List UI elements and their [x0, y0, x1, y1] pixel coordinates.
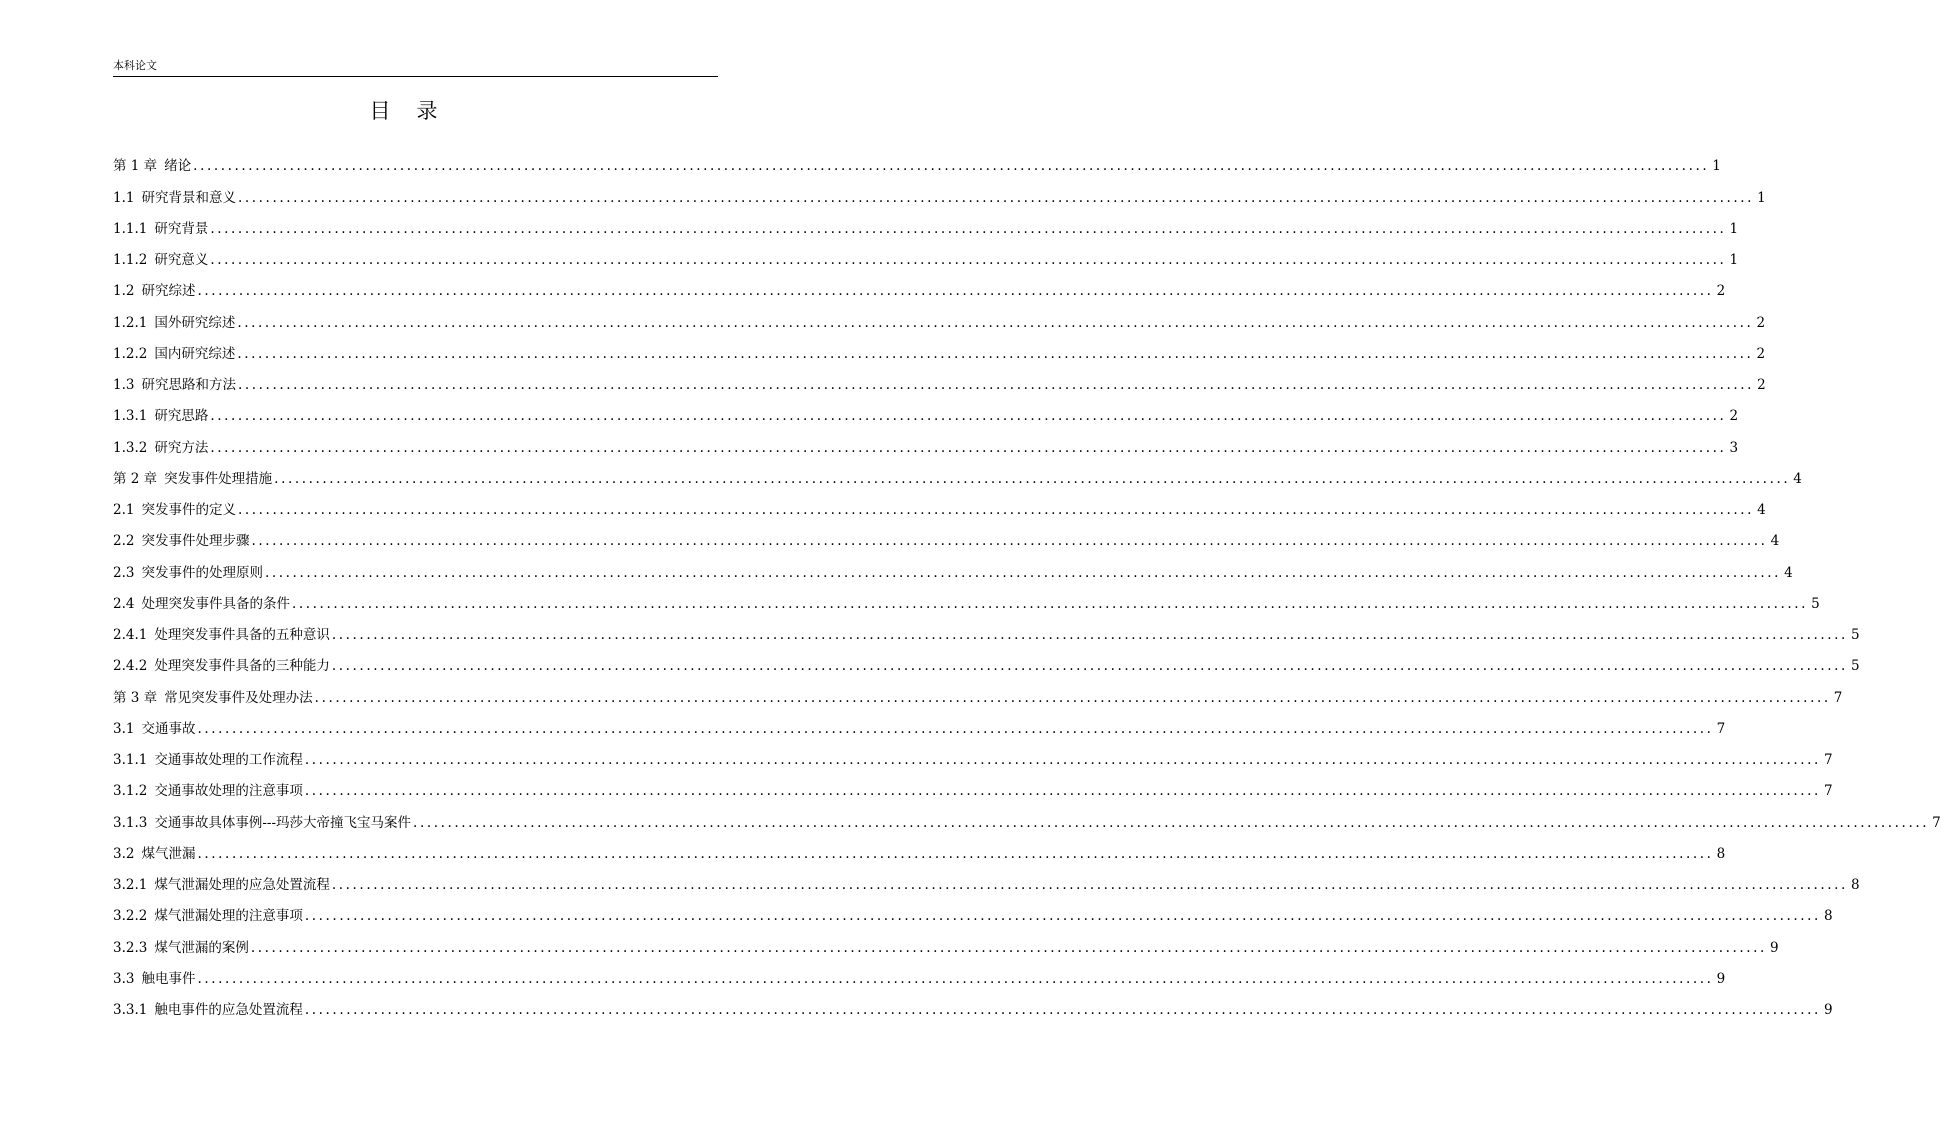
toc-dot-leader: ............................................................................................................................................................................................................................ [413, 814, 1930, 831]
toc-entry-number: 3.2 [113, 845, 135, 862]
header-label: 本科论文 [113, 59, 157, 72]
toc-entry-title: 交通事故具体事例---玛莎大帝撞飞宝马案件 [154, 814, 412, 831]
toc-dot-leader: ............................................................................................................................................................................................................................ [331, 658, 1848, 675]
toc-entry-title: 突发事件处理步骤 [141, 533, 250, 550]
toc-dot-leader: ............................................................................................................................................................................................................................ [237, 502, 1755, 518]
toc-entry-number: 第 1 章 [113, 158, 158, 175]
toc-entry-page: 1 [1729, 252, 1739, 268]
page-header [113, 58, 718, 77]
toc-entry-number: 1.1 [113, 189, 135, 206]
toc-entry-page: 9 [1716, 970, 1726, 987]
toc-entry-number: 3.1.2 [113, 783, 148, 800]
toc-entry[interactable] [113, 709, 1726, 740]
toc-dot-leader: ............................................................................................................................................................................................................................ [210, 439, 1727, 456]
toc-entry-page: 2 [1757, 377, 1766, 393]
toc-entry[interactable] [113, 365, 1766, 396]
toc-dot-leader: ............................................................................................................................................................................................................................ [331, 877, 1848, 893]
toc-entry-page: 8 [1823, 908, 1833, 925]
toc-entry[interactable] [113, 959, 1726, 990]
toc-entry-page: 5 [1811, 595, 1820, 612]
toc-entry-number: 2.4.1 [113, 627, 148, 643]
toc-entry[interactable] [113, 552, 1793, 583]
toc-entry[interactable] [113, 615, 1860, 646]
toc-entry-number: 2.2 [113, 533, 135, 550]
toc-entry-page: 4 [1770, 533, 1780, 550]
toc-entry-number: 1.3 [113, 377, 135, 393]
toc-entry-page: 2 [1716, 283, 1726, 300]
toc-entry[interactable] [113, 302, 1766, 333]
toc-entry-title: 煤气泄漏处理的注意事项 [154, 908, 303, 925]
toc-entry-page: 7 [1716, 720, 1726, 737]
toc-entry-title: 处理突发事件具备的三种能力 [154, 658, 330, 675]
toc-entry-title: 突发事件处理措施 [164, 470, 273, 487]
toc-entry-number: 3.1 [113, 720, 135, 737]
toc-entry-page: 2 [1756, 345, 1766, 362]
toc-entry[interactable] [113, 521, 1780, 552]
toc-entry-title: 研究综述 [141, 283, 196, 300]
toc-entry[interactable] [113, 865, 1860, 896]
toc-entry-title: 研究思路和方法 [141, 377, 236, 393]
toc-entry-title: 煤气泄漏处理的应急处置流程 [154, 877, 330, 893]
toc-dot-leader: ............................................................................................................................................................................................................................ [237, 345, 1754, 362]
toc-entry-number: 3.2.1 [113, 877, 148, 893]
toc-dot-leader: ............................................................................................................................................................................................................................ [237, 189, 1755, 206]
toc-entry-title: 突发事件的处理原则 [141, 564, 263, 581]
toc-entry-page: 4 [1784, 564, 1793, 581]
toc-entry[interactable] [113, 646, 1860, 677]
toc-entry-title: 煤气泄漏 [141, 845, 196, 862]
toc-entry[interactable] [113, 271, 1726, 302]
toc-entry-number: 1.2.1 [113, 314, 148, 331]
toc-entry-number: 3.3 [113, 970, 135, 987]
toc-entry-page: 2 [1729, 408, 1739, 425]
toc-entry-number: 2.1 [113, 502, 135, 518]
toc-entry[interactable] [113, 459, 1802, 490]
toc-entry-title: 研究背景 [154, 220, 209, 237]
toc-entry-title: 研究思路 [154, 408, 209, 425]
toc-entry-number: 3.3.1 [113, 1002, 148, 1018]
toc-entry-number: 1.1.2 [113, 252, 148, 268]
toc-entry-page: 7 [1823, 783, 1833, 800]
toc-dot-leader: ............................................................................................................................................................................................................................ [304, 783, 1821, 800]
toc-entry[interactable] [113, 771, 1833, 802]
toc-entry-number: 3.1.1 [113, 752, 148, 768]
toc-entry-number: 2.3 [113, 564, 135, 581]
toc-dot-leader: ............................................................................................................................................................................................................................ [193, 158, 1710, 175]
toc-entry[interactable] [113, 427, 1739, 458]
toc-entry-title: 处理突发事件具备的条件 [141, 595, 290, 612]
toc-dot-leader: ............................................................................................................................................................................................................................ [264, 564, 1782, 581]
toc-entry-page: 2 [1756, 314, 1766, 331]
toc-dot-leader: ............................................................................................................................................................................................................................ [331, 627, 1848, 643]
toc-entry-title: 交通事故处理的工作流程 [154, 752, 303, 768]
toc-dot-leader: ............................................................................................................................................................................................................................ [210, 252, 1727, 268]
toc-entry-title: 触电事件的应急处置流程 [154, 1002, 303, 1018]
toc-entry-number: 3.1.3 [113, 814, 148, 831]
toc-entry-page: 3 [1729, 439, 1739, 456]
toc-entry-page: 7 [1823, 752, 1833, 768]
toc-entry-number: 3.2.3 [113, 939, 148, 956]
toc-dot-leader: ............................................................................................................................................................................................................................ [304, 1002, 1821, 1018]
toc-entry-title: 突发事件的定义 [141, 502, 236, 518]
toc-entry-number: 1.2 [113, 283, 135, 300]
toc-dot-leader: ............................................................................................................................................................................................................................ [237, 314, 1754, 331]
toc-entry-page: 1 [1757, 189, 1766, 206]
toc-entry-number: 1.1.1 [113, 220, 148, 237]
toc-entry-page: 4 [1757, 502, 1766, 518]
toc-dot-leader: ............................................................................................................................................................................................................................ [314, 689, 1831, 706]
toc-entry-number: 3.2.2 [113, 908, 148, 925]
toc-entry[interactable] [113, 802, 1941, 833]
toc-dot-leader: ............................................................................................................................................................................................................................ [197, 970, 1714, 987]
toc-entry[interactable] [113, 834, 1726, 865]
toc-entry[interactable] [113, 677, 1843, 708]
toc-entry-number: 1.2.2 [113, 345, 148, 362]
toc-entry[interactable] [113, 990, 1833, 1021]
toc-entry-title: 绪论 [164, 158, 192, 175]
toc-entry-number: 2.4 [113, 595, 135, 612]
toc-entry-number: 1.3.2 [113, 439, 148, 456]
toc-entry[interactable] [113, 584, 1820, 615]
toc-dot-leader: ............................................................................................................................................................................................................................ [197, 845, 1714, 862]
toc-entry[interactable] [113, 896, 1833, 927]
toc-entry-page: 9 [1769, 939, 1779, 956]
toc-entry-title: 煤气泄漏的案例 [154, 939, 249, 956]
toc-entry-page: 1 [1712, 158, 1721, 175]
toc-dot-leader: ............................................................................................................................................................................................................................ [251, 533, 1768, 550]
toc-dot-leader: ............................................................................................................................................................................................................................ [274, 470, 1791, 487]
toc-entry-title: 研究意义 [154, 252, 209, 268]
toc-entry-title: 国内研究综述 [154, 345, 236, 362]
toc-entry[interactable] [113, 146, 1721, 177]
toc-dot-leader: ............................................................................................................................................................................................................................ [197, 283, 1714, 300]
toc-entry[interactable] [113, 209, 1739, 240]
toc-entry-page: 5 [1850, 627, 1860, 643]
toc-title: 目录 [369, 99, 464, 123]
toc-entry-title: 触电事件 [141, 970, 196, 987]
toc-entry-page: 7 [1932, 814, 1941, 831]
toc-entry[interactable] [113, 177, 1766, 208]
toc-entry-page: 7 [1833, 689, 1843, 706]
toc-entry-title: 研究方法 [154, 439, 209, 456]
toc-entry-title: 常见突发事件及处理办法 [164, 689, 313, 706]
toc-entry-title: 交通事故 [141, 720, 196, 737]
toc-dot-leader: ............................................................................................................................................................................................................................ [237, 377, 1755, 393]
toc-entry[interactable] [113, 490, 1766, 521]
toc-entry[interactable] [113, 740, 1833, 771]
toc-entry-number: 1.3.1 [113, 408, 148, 425]
toc-entry-title: 研究背景和意义 [141, 189, 236, 206]
toc-entry-number: 第 2 章 [113, 470, 158, 487]
toc-entry[interactable] [113, 334, 1766, 365]
toc-dot-leader: ............................................................................................................................................................................................................................ [210, 408, 1727, 425]
toc-entry-page: 5 [1850, 658, 1860, 675]
toc-entry[interactable] [113, 927, 1779, 958]
toc-entry-page: 9 [1823, 1002, 1833, 1018]
toc-entry-page: 4 [1793, 470, 1802, 487]
toc-dot-leader: ............................................................................................................................................................................................................................ [304, 752, 1821, 768]
toc-entry-number: 第 3 章 [113, 689, 158, 706]
toc-entry-page: 8 [1716, 845, 1726, 862]
toc-entry-page: 1 [1729, 220, 1739, 237]
toc-dot-leader: ............................................................................................................................................................................................................................ [291, 595, 1809, 612]
toc-dot-leader: ............................................................................................................................................................................................................................ [197, 720, 1714, 737]
toc-entry[interactable] [113, 396, 1739, 427]
toc-entry-number: 2.4.2 [113, 658, 148, 675]
toc-list [113, 146, 1941, 1021]
toc-entry-title: 交通事故处理的注意事项 [154, 783, 303, 800]
toc-entry-title: 国外研究综述 [154, 314, 236, 331]
toc-entry-title: 处理突发事件具备的五种意识 [154, 627, 330, 643]
toc-dot-leader: ............................................................................................................................................................................................................................ [250, 939, 1767, 956]
toc-dot-leader: ............................................................................................................................................................................................................................ [210, 220, 1727, 237]
toc-entry[interactable] [113, 240, 1739, 271]
toc-dot-leader: ............................................................................................................................................................................................................................ [304, 908, 1821, 925]
toc-entry-page: 8 [1850, 877, 1860, 893]
